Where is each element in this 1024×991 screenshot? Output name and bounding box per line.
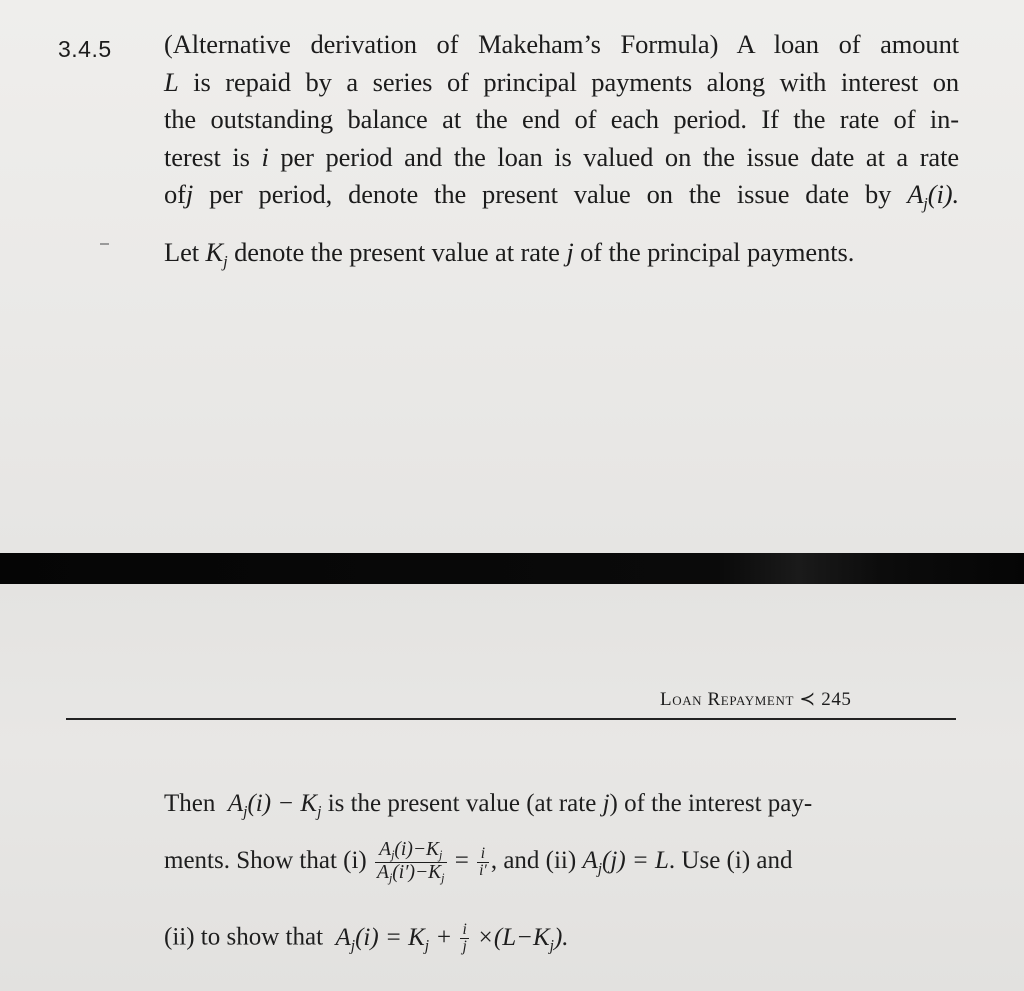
problem-line-2: L is repaid by a series of principal payments along with interest on: [164, 66, 959, 97]
answer-line-2: ments. Show that (i) $\frac{A_j(i)-K_j}{A_j(i')-K_j}$ = $\frac{i}{i'}$ , and (ii) $A_j(j) = L$. Use (i) and: [164, 839, 793, 886]
symbol-A-j-i: $A_j(i)$.: [907, 179, 959, 213]
running-head-title: Loan Repayment: [660, 689, 794, 710]
problem-line-4: terest is i per period and the loan is valued on the issue date at a rate: [164, 141, 960, 172]
header-rule: [66, 718, 956, 720]
answer-line-3: (ii) to show that $A_j(i) = K_j$ + $\frac{i}{j}$ $\times(L-K_j)$.: [164, 921, 569, 956]
problem-line-5: ofj per period, denote the present value on the issue date by $A_j(i)$.: [164, 179, 959, 213]
problem-line-1: (Alternative derivation of Makeham’s Formula) A loan of amount: [164, 29, 959, 59]
margin-mark: [100, 243, 109, 245]
fraction-i-over-i-prime: $\frac{i}{i'}$: [479, 844, 487, 879]
answer-line-1: Then $A_j(i) - K_j$ is the present value (at rate j) of the interest pay-: [164, 790, 813, 821]
fraction-i: $\frac{A_j(i)-K_j}{A_j(i')-K_j}$: [377, 839, 445, 886]
problem-statement: [164, 26, 959, 281]
running-head: [660, 688, 852, 711]
page-number: 245: [821, 689, 852, 710]
problem-number: 3.4.5: [58, 36, 112, 62]
running-head-arrow: ≺: [799, 689, 816, 710]
fraction-i-over-j: $\frac{i}{j}$: [462, 921, 467, 956]
problem-line-6: Let $K_j$ denote the present value at rate j of the principal payments.: [164, 237, 855, 271]
photo-divider-band: [0, 553, 1024, 584]
problem-line-3: the outstanding balance at the end of each period. If the rate of in-: [164, 104, 959, 134]
